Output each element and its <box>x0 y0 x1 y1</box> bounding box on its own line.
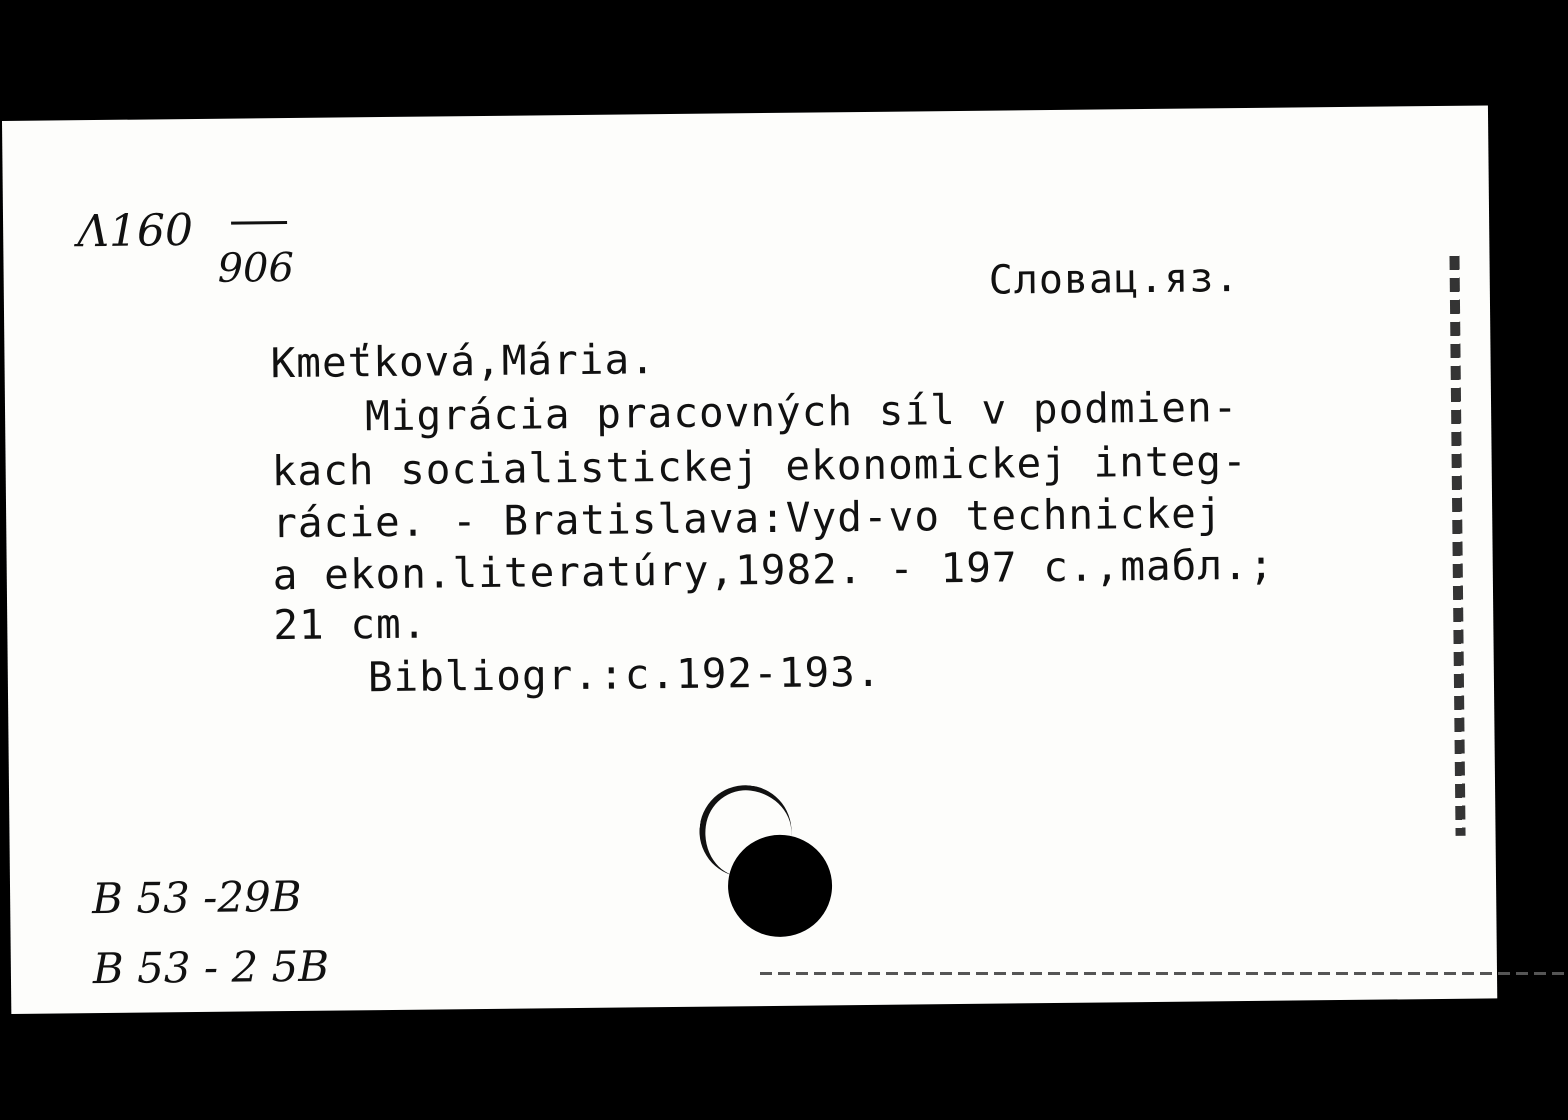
dimensions-line: 21 cm. <box>273 599 428 650</box>
title-line-2: kach socialistickej ekonomickej integ- <box>271 436 1248 496</box>
inventory-number-1: B 53 -29B <box>91 871 302 924</box>
catalog-card <box>2 105 1497 1014</box>
punch-hole <box>728 834 833 937</box>
inventory-number-2: B 53 - 2 5B <box>92 941 330 994</box>
shelf-mark-divider <box>231 221 287 225</box>
publication-line-1: rácie. - Bratislava:Vyd-vo technickej <box>271 489 1223 548</box>
publication-line-2: a ekon.literatúry,1982. - 197 c.,maбл.; <box>272 540 1275 600</box>
card-edge-marks <box>1449 256 1465 836</box>
language-note: Словац.яз. <box>988 255 1240 304</box>
bibliography-note: Bibliogr.:c.192-193. <box>367 647 882 702</box>
title-line-1: Migrácia pracovných síl v podmien- <box>364 383 1239 441</box>
shelf-mark-subnumber: 906 <box>217 244 295 292</box>
shelf-mark: Λ160 <box>76 205 194 258</box>
scan-edge-line <box>760 972 1568 975</box>
author-line: Kmeťková,Mária. <box>270 335 657 388</box>
